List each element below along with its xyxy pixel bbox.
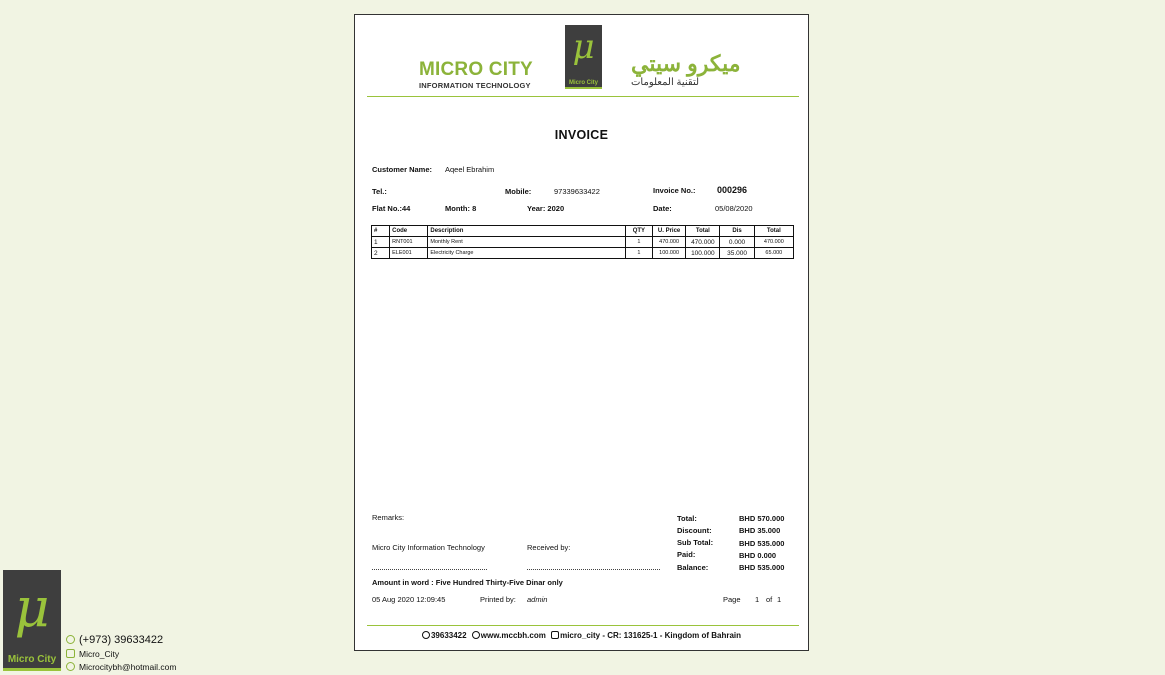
col-header-code: Code xyxy=(390,226,428,237)
mobile-value: 97339633422 xyxy=(554,187,600,196)
col-header-discount: Dis xyxy=(720,226,754,237)
company-tagline-en: INFORMATION TECHNOLOGY xyxy=(419,81,531,90)
company-logo xyxy=(565,25,602,89)
side-email: Microcitybh@hotmail.com xyxy=(79,662,177,672)
company-signature-label: Micro City Information Technology xyxy=(372,543,485,552)
header-divider xyxy=(367,96,799,97)
flat-no: Flat No.:44 xyxy=(372,204,411,213)
email-icon xyxy=(66,662,75,671)
paid-value: BHD 0.000 xyxy=(739,551,777,560)
date-value: 05/08/2020 xyxy=(715,204,753,213)
logo-bar xyxy=(565,87,602,89)
cell-code: ELE001 xyxy=(390,248,428,259)
invoice-no-label: Invoice No.: xyxy=(653,186,696,195)
cell-unit-price: 100.000 xyxy=(652,248,685,259)
total-label: Total: xyxy=(677,514,697,523)
cell-discount: 35.000 xyxy=(720,248,754,259)
received-by-label: Received by: xyxy=(527,543,571,552)
customer-value: Aqeel Ebrahim xyxy=(445,165,495,174)
page-current: 1 xyxy=(755,595,760,604)
cell-total: 100.000 xyxy=(686,248,720,259)
remarks-label: Remarks: xyxy=(372,513,405,522)
page-label: Page xyxy=(723,595,741,604)
cell-discount: 0.000 xyxy=(720,237,754,248)
side-logo xyxy=(3,570,61,671)
instagram-icon xyxy=(66,649,75,658)
cell-net-total: 65.000 xyxy=(754,248,793,259)
cell-number: 2 xyxy=(372,248,390,259)
side-instagram-row xyxy=(66,649,119,659)
col-header-qty: QTY xyxy=(625,226,652,237)
cell-number: 1 xyxy=(372,237,390,248)
footer-website: www.mccbh.com xyxy=(480,631,546,640)
year: Year: 2020 xyxy=(527,204,565,213)
side-phone-row xyxy=(66,634,163,646)
invoice-title: INVOICE xyxy=(554,128,609,142)
cell-unit-price: 470.000 xyxy=(652,237,685,248)
balance-value: BHD 535.000 xyxy=(739,563,785,572)
logo-text: Micro City xyxy=(568,80,598,86)
cell-total: 470.000 xyxy=(686,237,720,248)
web-icon xyxy=(472,631,480,639)
col-header-unit-price: U. Price xyxy=(652,226,685,237)
footer-phone: 39633422 xyxy=(430,631,467,640)
printed-by-label: Printed by: xyxy=(480,595,516,604)
received-by-line xyxy=(527,569,660,570)
page-total: 1 xyxy=(777,595,782,604)
month: Month: 8 xyxy=(445,204,477,213)
col-header-description: Description xyxy=(428,226,625,237)
phone-icon xyxy=(66,635,75,644)
footer-divider xyxy=(367,625,799,626)
invoice-no-value: 000296 xyxy=(717,185,748,195)
paid-label: Paid: xyxy=(677,550,696,559)
page-of: of xyxy=(766,595,773,604)
table-row xyxy=(372,237,794,248)
subtotal-label: Sub Total: xyxy=(677,538,714,547)
invoice-sheet xyxy=(354,14,809,651)
tel-label: Tel.: xyxy=(372,187,387,196)
footer-social-cr: micro_city - CR: 131625-1 - Kingdom of Bahrain xyxy=(560,631,742,640)
table-header-row xyxy=(372,226,794,237)
side-logo-text: Micro City xyxy=(7,654,57,665)
logo-mu-glyph: μ xyxy=(572,27,595,67)
amount-in-word: Amount in word : Five Hundred Thirty-Five Dinar only xyxy=(372,578,563,587)
footer-contact xyxy=(355,631,808,640)
side-instagram: Micro_City xyxy=(79,649,120,659)
col-header-net-total: Total xyxy=(754,226,793,237)
cell-qty: 1 xyxy=(625,237,652,248)
side-logo-mu-glyph: μ xyxy=(14,576,50,639)
company-name-en: MICRO CITY xyxy=(419,59,533,80)
cell-code: RNT001 xyxy=(390,237,428,248)
cell-description: Monthly Rent xyxy=(428,237,625,248)
whatsapp-icon xyxy=(422,631,430,639)
date-label: Date: xyxy=(653,204,672,213)
customer-label: Customer Name: xyxy=(372,165,433,174)
printed-by-value: admin xyxy=(527,595,548,604)
side-email-row xyxy=(66,662,176,672)
side-phone: (+973) 39633422 xyxy=(79,634,164,646)
table-row xyxy=(372,248,794,259)
mobile-label: Mobile: xyxy=(505,187,532,196)
discount-value: BHD 35.000 xyxy=(739,526,781,535)
balance-label: Balance: xyxy=(677,563,709,572)
subtotal-value: BHD 535.000 xyxy=(739,539,785,548)
company-name-ar: ميكرو سيتي xyxy=(631,51,741,76)
col-header-total: Total xyxy=(686,226,720,237)
instagram-icon xyxy=(551,631,559,639)
company-signature-line xyxy=(372,569,487,570)
printed-at: 05 Aug 2020 12:09:45 xyxy=(372,595,446,604)
company-tagline-ar: لتقنية المعلومات xyxy=(631,77,700,88)
cell-qty: 1 xyxy=(625,248,652,259)
items-table xyxy=(371,225,794,259)
discount-label: Discount: xyxy=(677,526,712,535)
side-logo-bar xyxy=(3,668,61,671)
cell-net-total: 470.000 xyxy=(754,237,793,248)
cell-description: Electricity Charge xyxy=(428,248,625,259)
col-header-number: # xyxy=(372,226,390,237)
total-value: BHD 570.000 xyxy=(739,514,785,523)
